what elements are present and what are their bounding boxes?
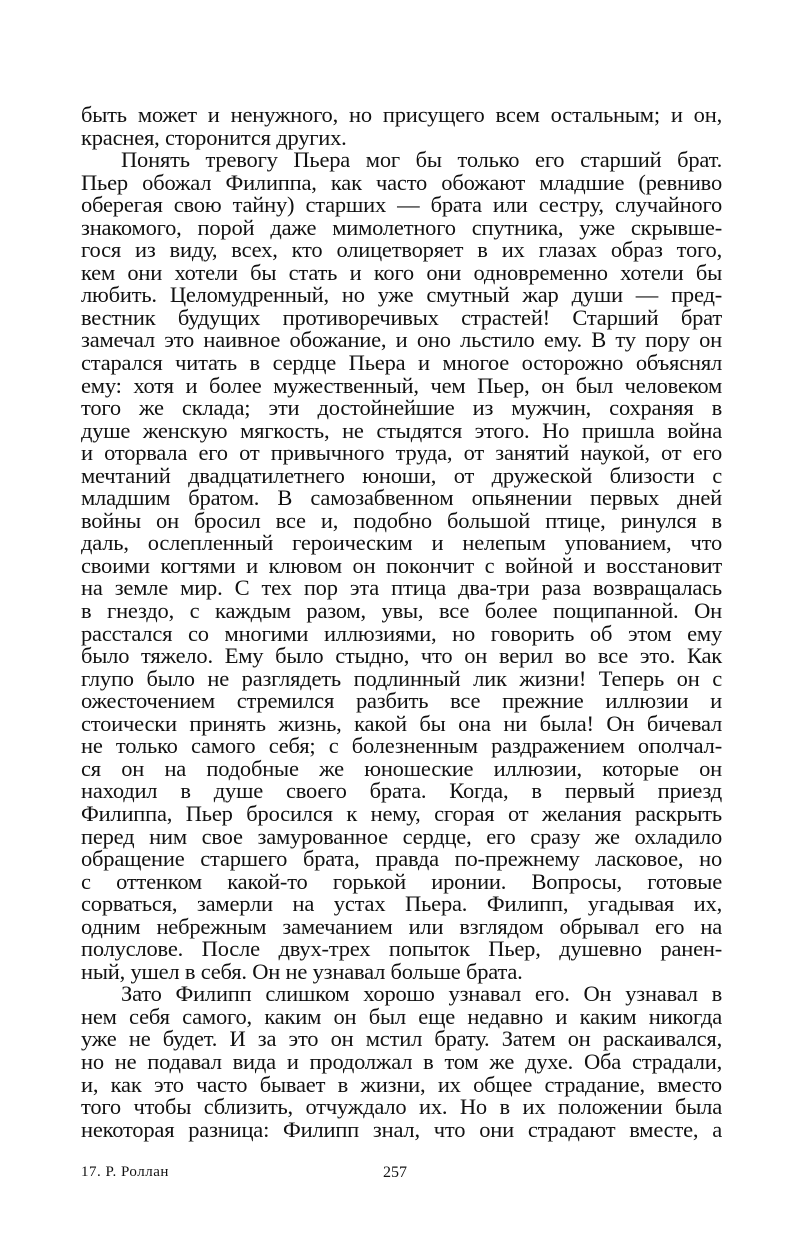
text-line: старался читать в сердце Пьера и многое осторожно объяснял (81, 350, 722, 376)
text-line: Пьер обожал Филиппа, как часто обожают младшие (ревниво (81, 169, 722, 195)
text-line: замечал это наивное обожание, и оно льстило ему. В ту пору он (81, 327, 722, 353)
text-line: одним небрежным замечанием или взглядом обрывал его на (81, 913, 722, 939)
text-line: уже не будет. И за это он мстил брату. Затем он раскаивался, (81, 1026, 722, 1052)
printer-signature: 17. Р. Роллан (81, 1164, 169, 1180)
text-line: и, как это часто бывает в жизни, их общее страдание, вместо (81, 1071, 722, 1097)
text-line: оберегая свою тайну) старших — брата или сестру, случайного (81, 192, 722, 218)
text-line: того же склада; эти достойнейшие из мужчин, сохраняя в (81, 395, 722, 421)
text-line: любить. Целомудренный, но уже смутный жар души — пред- (81, 282, 722, 308)
paragraph-first-line: Зато Филипп слишком хорошо узнавал его. Он узнавал в (121, 981, 722, 1007)
text-line: стоически принять жизнь, какой бы она ни была! Он бичевал (81, 710, 722, 736)
text-line: в гнездо, с каждым разом, увы, все более пощипанной. Он (81, 598, 722, 624)
text-line: но не подавал вида и продолжал в том же духе. Оба страдали, (81, 1048, 722, 1074)
text-line: и оторвала его от привычного труда, от занятий наукой, от его (81, 440, 722, 466)
text-line: полуслове. После двух-трех попыток Пьер, душевно ранен- (81, 936, 722, 962)
text-line: вестник будущих противоречивых страстей! Старший брат (81, 304, 722, 330)
text-line: того чтобы сблизить, отчуждало их. Но в их положении была (81, 1094, 722, 1120)
text-line: расстался со многими иллюзиями, но говорить об этом ему (81, 620, 722, 646)
text-line: младшим братом. В самозабвенном опьянении первых дней (81, 485, 722, 511)
text-line: ся он на подобные же юношеские иллюзии, которые он (81, 755, 722, 781)
text-line: ему: хотя и более мужественный, чем Пьер, он был человеком (81, 372, 722, 398)
text-line: обращение старшего брата, правда по-прежнему ласковое, но (81, 846, 722, 872)
text-line: быть может и ненужного, но присущего всем остальным; и он, (81, 102, 722, 127)
text-line: ный, ушел в себя. Он не узнавал больше брата. (81, 958, 523, 984)
text-line: находил в душе своего брата. Когда, в первый приезд (81, 778, 722, 804)
text-line: не только самого себя; с болезненным раздражением ополчал- (81, 733, 722, 759)
text-line: гося из виду, всех, кто олицетворяет в их глазах образ того, (81, 237, 722, 263)
text-line: сорваться, замерли на устах Пьера. Филипп, угадывая их, (81, 891, 722, 917)
text-line: ожесточением стремился разбить все прежние иллюзии и (81, 688, 722, 714)
text-line: перед ним свое замурованное сердце, его сразу же охладило (81, 823, 722, 849)
text-line: мечтаний двадцатилетнего юноши, от дружеской близости с (81, 462, 722, 488)
text-line: своими когтями и клювом он покончит с войной и восстановит (81, 552, 722, 578)
text-line: глупо было не разглядеть подлинный лик жизни! Теперь он с (81, 665, 722, 691)
text-line: нем себя самого, каким он был еще недавно и каким никогда (81, 1003, 722, 1029)
text-line: было тяжело. Ему было стыдно, что он верил во все это. Как (81, 643, 722, 669)
paragraph-first-line: Понять тревогу Пьера мог бы только его старший брат. (121, 147, 722, 173)
text-line: на земле мир. С тех пор эта птица два-три раза возвращалась (81, 575, 722, 601)
page-body-text (81, 104, 722, 1141)
text-line: войны он бросил все и, подобно большой птице, ринулся в (81, 507, 722, 533)
text-line: знакомого, порой даже мимолетного спутника, уже скрывше- (81, 214, 722, 240)
text-line: некоторая разница: Филипп знал, что они страдают вместе, а (81, 1116, 722, 1142)
page-footer (81, 1164, 722, 1188)
text-line: краснея, сторонится других. (81, 124, 347, 150)
page-number: 257 (383, 1164, 407, 1181)
text-line: душе женскую мягкость, не стыдятся этого. Но пришла война (81, 417, 722, 443)
text-line: Филиппа, Пьер бросился к нему, сгорая от желания раскрыть (81, 800, 722, 826)
text-line: с оттенком какой-то горькой иронии. Вопросы, готовые (81, 868, 722, 894)
text-line: кем они хотели бы стать и кого они одновременно хотели бы (81, 259, 722, 285)
text-line: даль, ослепленный героическим и нелепым упованием, что (81, 530, 722, 556)
